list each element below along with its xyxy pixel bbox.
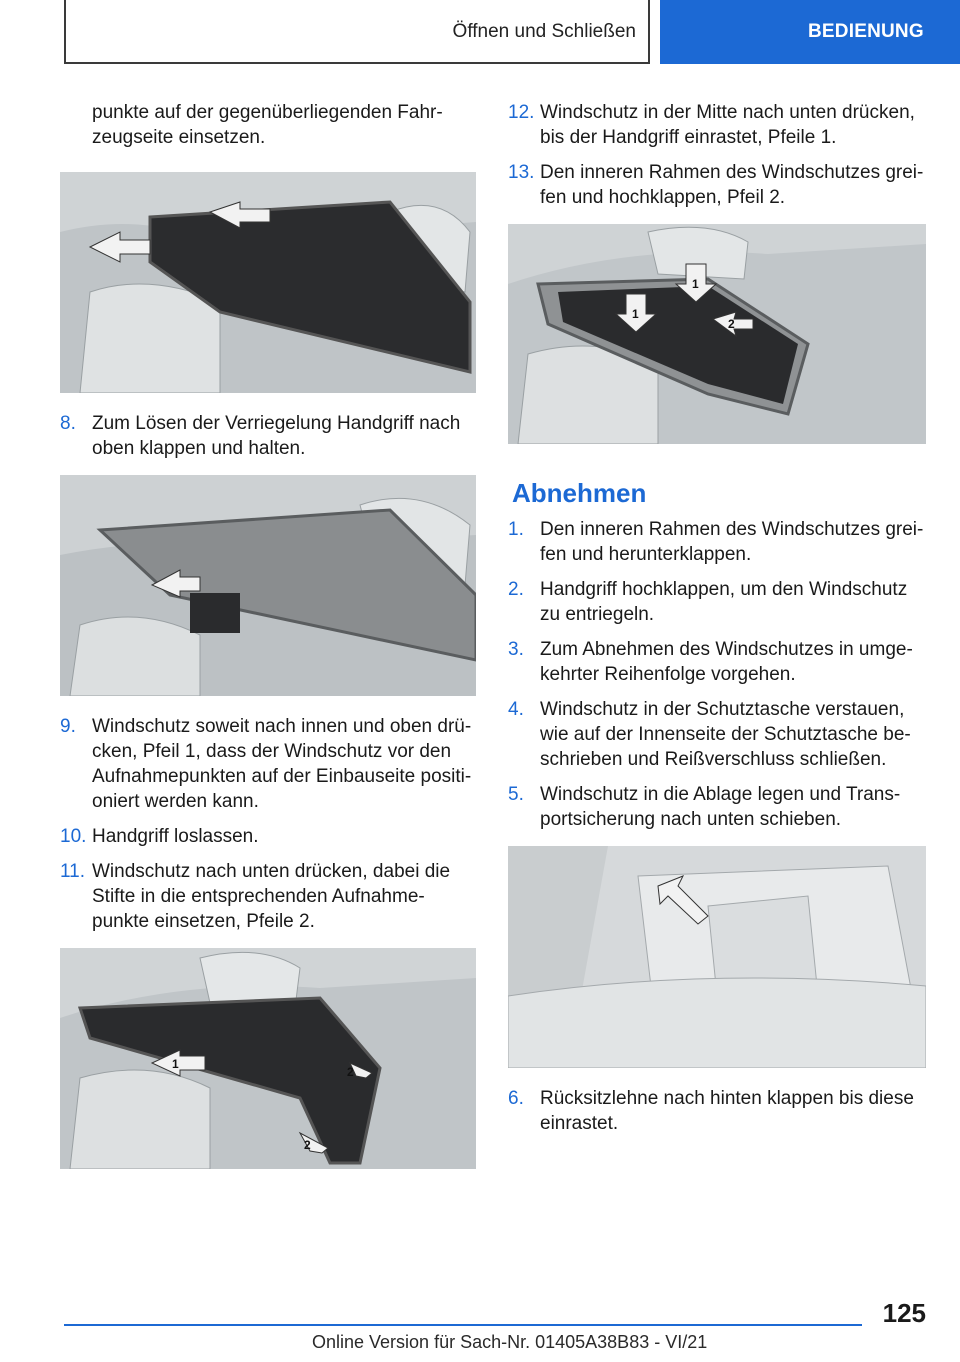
section-heading-abnehmen: Abnehmen	[512, 478, 647, 508]
continuation-text: punkte auf der gegenüberliegenden Fahr-zeugseite einsetzen.	[92, 102, 443, 148]
footer-edition: Online Version für Sach-Nr. 01405A38B83 - VI/21	[312, 1332, 708, 1352]
figure-fold-up-frame	[508, 224, 926, 444]
push-down-illustration	[60, 948, 476, 1169]
step-11	[60, 859, 476, 934]
arrow-label-2: 2	[347, 1065, 354, 1079]
step-text: Windschutz soweit nach innen und oben drü-cken, Pfeil 1, dass der Windschutz vor den Aufnahmepunkten auf der Einbauseite positi-oniert werden kann.	[92, 716, 472, 812]
arrow-label-2b: 2	[304, 1138, 311, 1152]
step-text: Zum Lösen der Verriegelung Handgriff nach oben klappen und halten.	[92, 413, 461, 459]
step-text: Windschutz in der Schutztasche verstauen, wie auf der Innenseite der Schutztasche be-schrieben und Reißverschluss schließen.	[540, 699, 911, 770]
fold-up-frame-illustration	[508, 224, 926, 444]
storage-compartment-illustration	[508, 846, 926, 1068]
left-column	[60, 100, 476, 1187]
step-number: 8.	[60, 413, 76, 434]
step-number: 10.	[60, 826, 87, 847]
arrow-label-1: 1	[172, 1057, 179, 1071]
step-text: Windschutz in die Ablage legen und Trans-portsicherung nach unten schieben.	[540, 784, 901, 830]
arrow-label-2: 2	[728, 317, 735, 331]
step-number: 11.	[60, 861, 86, 882]
step-13	[508, 160, 926, 210]
step-text: Zum Abnehmen des Windschutzes in umge-kehrter Reihenfolge vorgehen.	[540, 639, 913, 685]
step-remove-6	[508, 1086, 926, 1136]
handle-release-illustration	[60, 475, 476, 696]
header-section-title: Öffnen und Schließen	[452, 21, 636, 42]
step-text: Den inneren Rahmen des Windschutzes grei-fen und hochklappen, Pfeil 2.	[540, 162, 924, 208]
figure-windscreen-insert	[60, 172, 476, 393]
step-10	[60, 824, 476, 849]
step-number: 4.	[508, 699, 524, 720]
step-number: 12.	[508, 102, 535, 123]
step-remove-3	[508, 637, 926, 687]
page-number: 125	[882, 1298, 926, 1328]
step-number: 1.	[508, 519, 524, 540]
step-text: Rücksitzlehne nach hinten klappen bis diese einrastet.	[540, 1088, 914, 1134]
step-text: Windschutz nach unten drücken, dabei die Stifte in die entsprechenden Aufnahme-punkte einsetzen, Pfeile 2.	[92, 861, 451, 932]
step-text: Handgriff loslassen.	[92, 826, 259, 847]
windscreen-insert-illustration	[60, 172, 476, 393]
figure-push-down	[60, 948, 476, 1169]
step-8	[60, 411, 476, 461]
step-remove-5	[508, 782, 926, 832]
step-text: Windschutz in der Mitte nach unten drücken, bis der Handgriff einrastet, Pfeile 1.	[540, 102, 915, 148]
step-number: 6.	[508, 1088, 524, 1109]
arrow-label-1: 1	[632, 307, 639, 321]
footer-divider	[64, 1324, 862, 1326]
step-remove-1	[508, 517, 926, 567]
step-number: 13.	[508, 162, 535, 183]
chapter-tab[interactable]: BEDIENUNG	[660, 0, 960, 64]
figure-storage-compartment	[508, 846, 926, 1068]
step-number: 9.	[60, 716, 76, 737]
step-number: 3.	[508, 639, 524, 660]
figure-handle-release	[60, 475, 476, 696]
step-9	[60, 714, 476, 814]
right-column	[508, 100, 926, 1146]
step-text: Handgriff hochklappen, um den Windschutz zu entriegeln.	[540, 579, 908, 625]
arrow-label-1b: 1	[692, 277, 699, 291]
step-remove-4	[508, 697, 926, 772]
step-text: Den inneren Rahmen des Windschutzes grei-fen und herunterklappen.	[540, 519, 924, 565]
step-remove-2	[508, 577, 926, 627]
step-12	[508, 100, 926, 150]
step-number: 2.	[508, 579, 524, 600]
step-number: 5.	[508, 784, 524, 805]
